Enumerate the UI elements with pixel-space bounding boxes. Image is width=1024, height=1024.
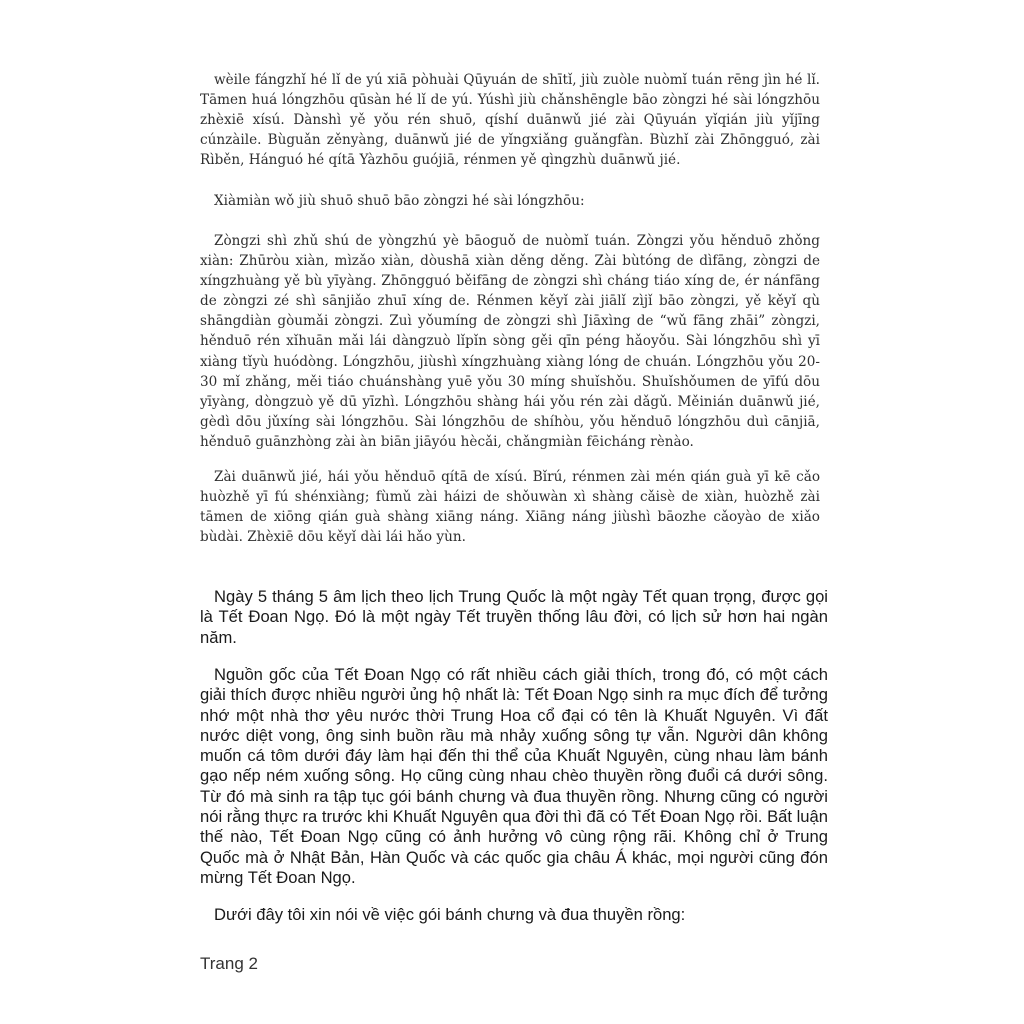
vietnamese-text: Ngày 5 tháng 5 âm lịch theo lịch Trung Quốc là một ngày Tết quan trọng, được gọi là Tết Đoan Ngọ. Đó là một ngày Tết truyền thống lâu đời, có lịch sử hơn hai ngàn năm.	[200, 587, 828, 647]
pinyin-paragraph-2	[200, 191, 820, 211]
pinyin-text: Zòngzi shì zhǔ shú de yòngzhú yè bāoguǒ de nuòmǐ tuán. Zòngzi yǒu hěnduō zhǒng xiàn: Zhūròu xiàn, mìzǎo xiàn, dòushā xiàn děng děng. Zài bùtóng de dìfāng, zòngzi de xíngzhuàng yě bù yīyàng. Zhōngguó běifāng de zòngzi shì cháng tiáo xíng de, ér nánfāng de zòngzi zé shì sānjiǎo zhuī xíng de. Rénmen kěyǐ zài jiālǐ zìjǐ bāo zòngzi, yě kěyǐ qù shāngdiàn gòumǎi zòngzi. Zuì yǒumíng de zòngzi shì Jiāxìng de “wǔ fāng zhāi” zòngzi, hěnduō rén xǐhuān mǎi lái dàngzuò lǐpǐn sòng gěi qīn péng hǎoyǒu. Sài lóngzhōu shì yī xiàng tǐyù huódòng. Lóngzhōu, jiùshì xíngzhuàng xiàng lóng de chuán. Lóngzhōu yǒu 20-30 mǐ zhǎng, měi tiáo chuánshàng yuē yǒu 30 míng shuǐshǒu. Shuǐshǒumen de yīfú dōu yīyàng, dòngzuò yě dū yīzhì. Lóngzhōu shàng hái yǒu rén zài dǎgǔ. Měinián duānwǔ jié, gèdì dōu jǔxíng sài lóngzhōu. Sài lóngzhōu de shíhòu, yǒu hěnduō lóngzhōu duì cānjiā, hěnduō guānzhòng zài àn biān jiāyóu hècǎi, chǎngmiàn fēicháng rènào.	[200, 233, 820, 450]
vietnamese-text: Nguồn gốc của Tết Đoan Ngọ có rất nhiều cách giải thích, trong đó, có một cách giải thích được nhiều người ủng hộ nhất là: Tết Đoan Ngọ sinh ra mục đích để tưởng nhớ một nhà thơ yêu nước thời Trung Hoa cổ đại có tên là Khuất Nguyên. Vì đất nước diệt vong, ông sinh buồn rầu mà nhảy xuống sông tự vẫn. Người dân không muốn cá tôm dưới đáy làm hại đến thi thể của Khuất Nguyên, cùng nhau làm bánh gạo nếp ném xuống sông. Họ cũng cùng nhau chèo thuyền rồng đuổi cá dưới sông. Từ đó mà sinh ra tập tục gói bánh chưng và đua thuyền rồng. Nhưng cũng có người nói rằng thực ra trước khi Khuất Nguyên qua đời thì đã có Tết Đoan Ngọ rồi. Bất luận thế nào, Tết Đoan Ngọ cũng có ảnh hưởng vô cùng rộng rãi. Không chỉ ở Trung Quốc mà ở Nhật Bản, Hàn Quốc và các quốc gia châu Á khác, mọi người cũng đón mừng Tết Đoan Ngọ.	[200, 665, 828, 887]
vietnamese-paragraph-3	[200, 905, 828, 925]
pinyin-paragraph-4	[200, 467, 820, 547]
pinyin-text: Zài duānwǔ jié, hái yǒu hěnduō qítā de xísú. Bǐrú, rénmen zài mén qián guà yī kē cǎo huòzhě yī fú shénxiàng; fùmǔ zài háizi de shǒuwàn xì shàng cǎisè de xiàn, huòzhě zài tāmen de xiōng qián guà shàng xiāng náng. Xiāng náng jiùshì bāozhe cǎoyào de xiǎo bùdài. Zhèxiē dōu kěyǐ dài lái hǎo yùn.	[200, 469, 820, 546]
vietnamese-paragraph-1	[200, 587, 828, 648]
vietnamese-paragraph-2	[200, 665, 828, 888]
vietnamese-text: Dưới đây tôi xin nói về việc gói bánh chưng và đua thuyền rồng:	[214, 905, 686, 924]
pinyin-paragraph-1	[200, 70, 820, 170]
pinyin-paragraph-3	[200, 231, 820, 452]
pinyin-text: wèile fángzhǐ hé lǐ de yú xiā pòhuài Qūyuán de shītǐ, jiù zuòle nuòmǐ tuán rēng jìn hé lǐ. Tāmen huá lóngzhōu qūsàn hé lǐ de yú. Yúshì jiù chǎnshēngle bāo zòngzi hé sài lóngzhōu zhèxiē xísú. Dànshì yě yǒu rén shuō, qíshí duānwǔ jié zài Qūyuán yǐqián jiù yǐjīng cúnzàile. Bùguǎn zěnyàng, duānwǔ jié de yǐngxiǎng guǎngfàn. Bùzhǐ zài Zhōngguó, zài Rìběn, Hánguó hé qítā Yàzhōu guójiā, rénmen yě qìngzhù duānwǔ jié.	[200, 72, 820, 169]
pinyin-text: Xiàmiàn wǒ jiù shuō shuō bāo zòngzi hé sài lóngzhōu:	[214, 193, 585, 209]
page-number: Trang 2	[200, 954, 258, 973]
